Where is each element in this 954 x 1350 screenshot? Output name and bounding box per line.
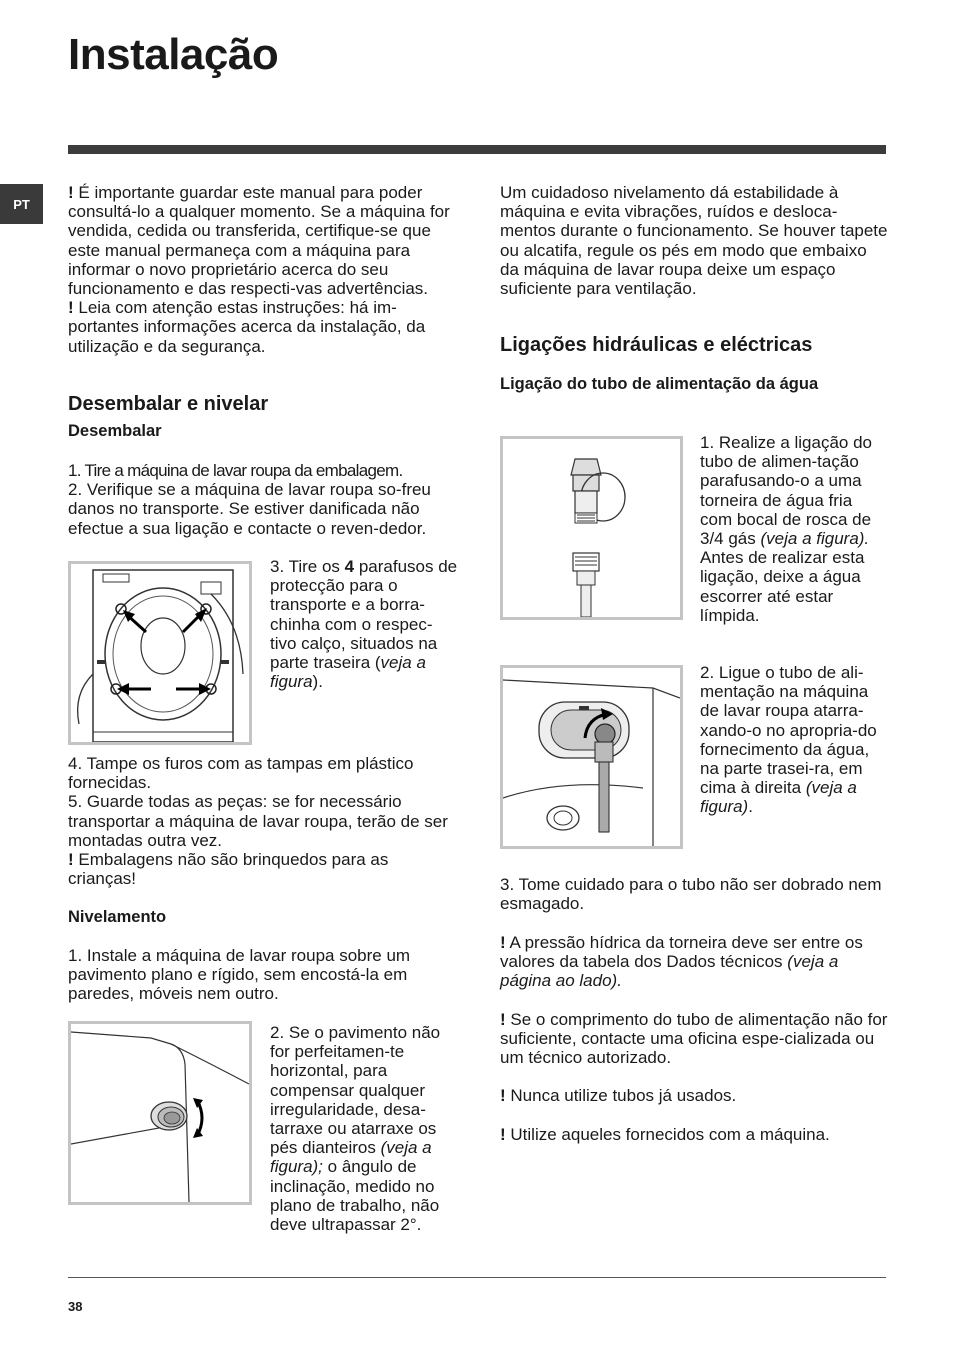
page-number: 38 [68,1299,83,1314]
subtitle-leveling: Nivelamento [68,908,167,926]
warning-hose-length: ! Se o comprimento do tubo de alimentação não for suficiente, contacte uma oficina espe-cializada ou um técnico autorizado. [500,1010,888,1068]
level-step-2: 2. Se o pavimento não for perfeitamen-te horizontal, para compensar qualquer irregularidade, desa-tarraxe ou atarraxe os pés dianteiros (veja a figura); o ângulo de inclinação, medido no plano de trabalho, não deve ultrapassar 2°. [270,1023,441,1235]
machine-back-illustration [71,564,249,742]
warning-supplied-hoses: ! Utilize aqueles fornecidos com a máquina. [500,1125,830,1144]
subtitle-unpack: Desembalar [68,422,162,440]
intro-paragraph-1: ! É importante guardar este manual para poder consultá-lo a qualquer momento. Se a máquina for vendida, cedida ou transferida, certifique-se que este manual permaneça com a máquina para informar o novo proprietário acerca do seu funcionamento e das respecti-vas advertências. [68,183,450,299]
water-step-2: 2. Ligue o tubo de ali-mentação na máquina de lavar roupa atarra-xando-o no apropria-do fornecimento da água, na parte trasei-ra, em cima à direita (veja a figura). [700,663,877,817]
section-title-unpack-level: Desembalar e nivelar [68,393,269,415]
figure-machine-inlet [500,665,683,849]
unpack-step-3: 3. Tire os 4 parafusos de protecção para o transporte e a borra-chinha com o respec-tivo calço, situados na parte traseira (veja a figura). [270,557,458,692]
machine-inlet-illustration [503,668,680,846]
page-title: Instalação [68,30,279,79]
level-step-1: 1. Instale a máquina de lavar roupa sobre um pavimento plano e rígido, sem encostá-la em paredes, móveis nem outro. [68,946,411,1004]
unpack-step-4: 4. Tampe os furos com as tampas em plástico fornecidas. [68,754,414,793]
figure-machine-back [68,561,252,745]
header-rule [68,145,886,154]
unpack-warning: ! Embalagens não são brinquedos para as crianças! [68,850,389,889]
intro-paragraph-2: ! Leia com atenção estas instruções: há im-portantes informações acerca da instalação, da utilização e da segurança. [68,298,426,356]
footer-rule [68,1277,886,1278]
water-step-1: 1. Realize a ligação do tubo de alimen-tação parafusando-o a uma torneira de água fria com bocal de rosca de 3/4 gás (veja a figura). Antes de realizar esta ligação, deixe a água escorrer até estar límpida. [700,433,873,625]
unpack-step-5: 5. Guarde todas as peças: se for necessário transportar a máquina de lavar roupa, terão de ser montadas outra vez. [68,792,448,850]
language-tab: PT [0,184,43,224]
adjustable-foot-illustration [71,1024,249,1202]
intro-block [68,183,458,356]
tap-connector-illustration [503,439,680,617]
warning-used-hoses: ! Nunca utilize tubos já usados. [500,1086,737,1105]
water-step-3: 3. Tome cuidado para o tubo não ser dobrado nem esmagado. [500,875,882,914]
unpack-step-1: 1. Tire a máquina de lavar roupa da embalagem. [68,461,403,480]
warning-pressure: ! A pressão hídrica da torneira deve ser entre os valores da tabela dos Dados técnicos (veja a página ao lado). [500,933,863,991]
leveling-note: Um cuidadoso nivelamento dá estabilidade à máquina e evita vibrações, ruídos e desloca-mentos durante o funcionamento. Se houver tapete ou alcatifa, regule os pés em modo que embaixo da máquina de lavar roupa deixe um espaço suficiente para ventilação. [500,183,888,299]
subtitle-water-hose: Ligação do tubo de alimentação da água [500,375,819,393]
figure-tap-connector [500,436,683,620]
section-title-connections: Ligações hidráulicas e eléctricas [500,334,813,356]
figure-adjustable-foot [68,1021,252,1205]
unpack-step-2: 2. Verifique se a máquina de lavar roupa so-freu danos no transporte. Se estiver danificada não efectue a sua ligação e contacte o reven-dedor. [68,480,431,538]
